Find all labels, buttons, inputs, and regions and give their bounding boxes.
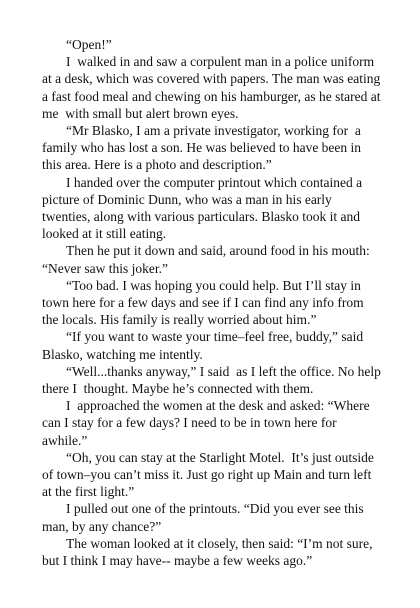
paragraph: “Too bad. I was hoping you could help. But I’ll stay in town here for a few days and see if I can find any info from the locals. His family is really worried about him.” <box>42 277 368 328</box>
document-page <box>42 36 385 569</box>
paragraph: Then he put it down and said, around food in his mouth: “Never saw this joker.” <box>42 243 374 276</box>
paragraph: I walked in and saw a corpulent man in a police uniform at a desk, which was covered with papers. The man was eating a fast food meal and chewing on his hamburger, as he stared at me with small but alert brown eyes. <box>42 54 384 121</box>
paragraph: I approached the women at the desk and asked: “Where can I stay for a few days? I need to be in town here for awhile.” <box>42 398 373 448</box>
paragraph: “Oh, you can stay at the Starlight Motel. It’s just outside of town–you can’t miss it. Just go right up Main and turn left at the first light.” <box>42 449 378 500</box>
paragraph: “Well...thanks anyway,” I said as I left the office. No help there I thought. Maybe he’s connected with them. <box>42 363 385 397</box>
paragraph: The woman looked at it closely, then said: “I’m not sure, but I think I may have-- maybe a few weeks ago.” <box>42 535 376 569</box>
paragraph: I pulled out one of the printouts. “Did you ever see this man, by any chance?” <box>42 501 368 534</box>
paragraph: “Mr Blasko, I am a private investigator, working for a family who has lost a son. He was believed to have been in this area. Here is a photo and description.” <box>42 123 365 173</box>
paragraph: “Open!” <box>66 37 112 52</box>
paragraph: I handed over the computer printout which contained a picture of Dominic Dunn, who was a man in his early twenties, along with various particulars. Blasko took it and looked at it still eating. <box>42 174 366 242</box>
paragraph: “If you want to waste your time–feel free, buddy,” said Blasko, watching me intently. <box>42 329 367 362</box>
